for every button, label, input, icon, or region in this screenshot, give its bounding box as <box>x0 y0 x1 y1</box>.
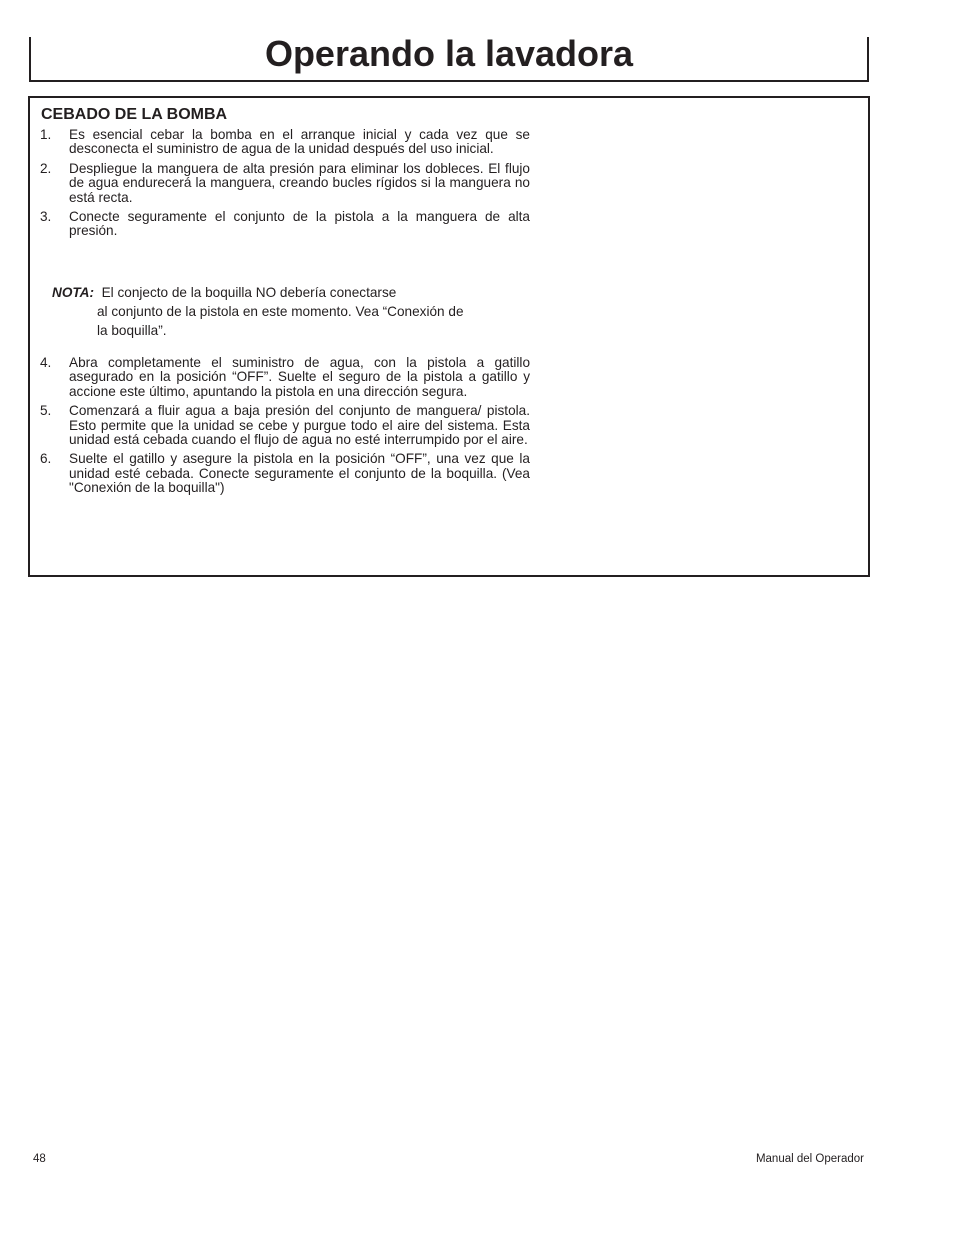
steps-list-before-note <box>30 128 530 244</box>
step-item <box>30 162 530 205</box>
step-item <box>30 128 530 157</box>
step-text: Abra completamente el suministro de agua, con la pistola a gatillo asegurado en la posición “OFF”. Suelte el seguro de la pistola a gatillo y accione este último, apuntando la pistola en una dirección segura. <box>69 355 530 399</box>
step-text: Suelte el gatillo y asegure la pistola en la posición “OFF”, una vez que la unidad esté cebada. Conecte seguramente el conjunto de la boquilla. (Vea "Conexión de la boquilla") <box>69 451 530 496</box>
step-item <box>30 404 530 447</box>
section-heading: CEBADO DE LA BOMBA <box>41 106 228 123</box>
manual-name: Manual del Operador <box>755 1153 864 1165</box>
step-text: Es esencial cebar la bomba en el arranque inicial y cada vez que se desconecta el suministro de agua de la unidad después del uso inicial. <box>69 127 530 157</box>
note-block <box>52 283 522 340</box>
step-number: 5. <box>40 403 52 419</box>
step-number: 6. <box>40 451 52 467</box>
step-text: Despliegue la manguera de alta presión para eliminar los dobleces. El flujo de agua endurecerá la manguera, creando bucles rígidos si la manguera no está recta. <box>69 160 530 205</box>
note-line-1: El conjecto de la boquilla NO debería conectarse <box>101 285 397 300</box>
step-number: 4. <box>40 355 52 370</box>
step-item <box>30 452 530 495</box>
note-line-3: la boquilla”. <box>97 323 167 338</box>
page-number: 48 <box>33 1153 46 1165</box>
page-title: Operando la lavadora <box>264 33 634 74</box>
step-text: Comenzará a fluir agua a baja presión del conjunto de manguera/ pistola. Esto permite que la unidad se cebe y purgue todo el aire del sistema. Esta unidad está cebada cuando el flujo de agua no esté interrumpido por el aire. <box>69 403 530 448</box>
step-item <box>30 210 530 239</box>
step-item <box>30 356 530 399</box>
section-box <box>28 96 870 577</box>
step-number: 3. <box>40 209 52 225</box>
step-text: Conecte seguramente el conjunto de la pistola a la manguera de alta presión. <box>69 209 530 239</box>
step-number: 1. <box>40 127 52 142</box>
page-title-box <box>29 33 869 82</box>
steps-list-after-note <box>30 356 530 501</box>
note-line-2: al conjunto de la pistola en este momento. Vea “Conexión de <box>97 304 464 319</box>
step-number: 2. <box>40 160 52 176</box>
note-label: NOTA: <box>52 285 95 300</box>
